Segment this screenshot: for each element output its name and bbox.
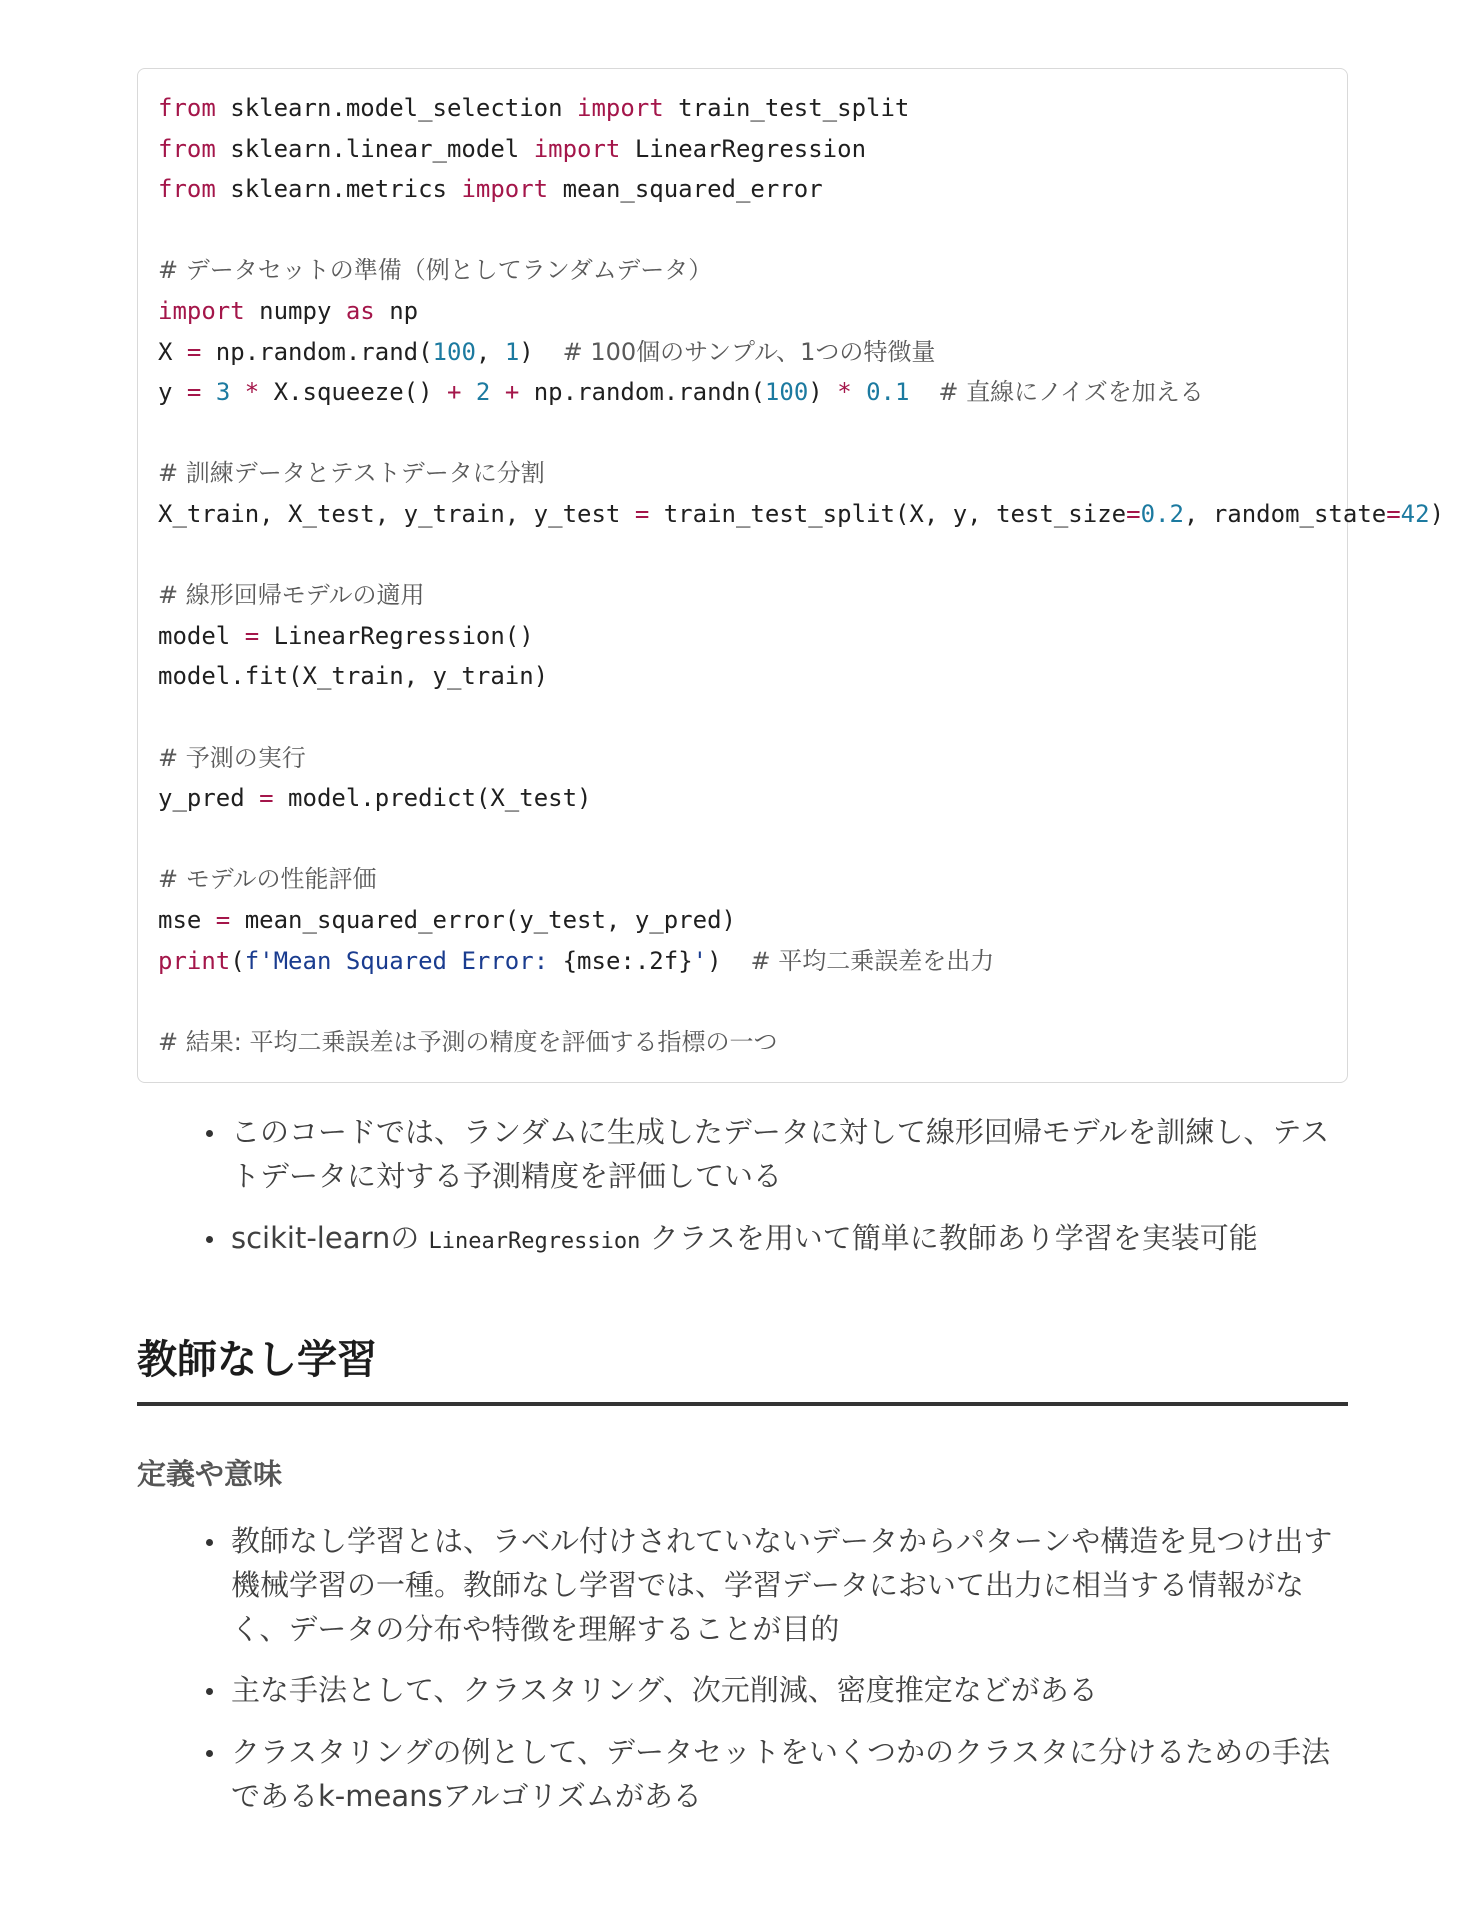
code-line bbox=[158, 616, 534, 656]
code-comment: # 平均二乗誤差を出力 bbox=[750, 946, 995, 975]
code-token: import bbox=[577, 94, 664, 122]
code-line bbox=[158, 88, 909, 128]
code-token: numpy bbox=[244, 297, 346, 325]
code-token: sklearn.model_selection bbox=[215, 94, 578, 122]
code-token: y_pred bbox=[158, 784, 260, 813]
code-token: = bbox=[259, 784, 274, 813]
code-token: 0.1 bbox=[866, 378, 910, 407]
code-token: sklearn.linear_model bbox=[215, 134, 534, 163]
code-token: 1 bbox=[504, 337, 520, 366]
code-token: = bbox=[1386, 500, 1401, 528]
code-token: sklearn.metrics bbox=[215, 175, 462, 204]
code-line bbox=[158, 332, 935, 372]
code-token: import bbox=[158, 297, 245, 325]
code-line bbox=[158, 859, 377, 899]
code-token: LinearRegression bbox=[620, 134, 867, 163]
code-token: = bbox=[215, 906, 231, 934]
code-token bbox=[909, 378, 938, 406]
code-line bbox=[158, 494, 1444, 534]
code-token: LinearRegression() bbox=[259, 621, 534, 650]
code-token bbox=[852, 378, 866, 406]
code-comment: # データセットの準備（例としてランダムデータ） bbox=[158, 256, 713, 285]
list-item bbox=[231, 1110, 1351, 1198]
code-token: ' bbox=[692, 946, 708, 975]
code-comment: # 直線にノイズを加える bbox=[938, 378, 1204, 407]
code-token: f'Mean Squared Error: bbox=[244, 946, 563, 975]
code-token: np.random.rand( bbox=[201, 337, 433, 366]
code-token: = bbox=[186, 378, 202, 407]
code-token: model.predict(X_test) bbox=[273, 784, 592, 813]
list-item-text: クラスタリングの例として、データセットをいくつかのクラスタに分けるための手法であるk-meansアルゴリズムがある bbox=[231, 1735, 1331, 1813]
code-line bbox=[158, 291, 418, 331]
list-item-text: クラスを用いて簡単に教師あり学習を実装可能 bbox=[640, 1221, 1258, 1255]
code-token: 3 bbox=[215, 378, 231, 407]
code-comment: # 訓練データとテストデータに分割 bbox=[158, 459, 545, 488]
code-line bbox=[158, 941, 994, 981]
code-token: import bbox=[533, 134, 621, 163]
code-token: 0.2 bbox=[1140, 500, 1184, 528]
code-line bbox=[158, 1022, 777, 1062]
code-token: = bbox=[244, 621, 260, 650]
code-token bbox=[461, 378, 475, 406]
code-token bbox=[490, 378, 504, 406]
code-token: np.random.randn( bbox=[519, 378, 765, 407]
code-token: model.fit(X_train, y_train) bbox=[158, 662, 549, 691]
code-token: , bbox=[475, 337, 505, 366]
inline-code: LinearRegression bbox=[428, 1229, 641, 1254]
code-token: train_test_split bbox=[663, 94, 910, 122]
code-token: from bbox=[158, 94, 216, 122]
code-token: * bbox=[244, 378, 260, 407]
code-line bbox=[158, 575, 425, 615]
code-token bbox=[230, 378, 244, 406]
code-token: + bbox=[447, 378, 462, 407]
code-token: = bbox=[186, 337, 202, 366]
code-token: model bbox=[158, 621, 245, 650]
code-token: ) bbox=[707, 946, 751, 975]
code-token: * bbox=[837, 378, 852, 407]
code-line bbox=[158, 738, 306, 778]
code-comment: # 予測の実行 bbox=[158, 743, 306, 772]
code-line bbox=[158, 656, 548, 696]
subsection-heading: 定義や意味 bbox=[137, 1457, 283, 1491]
list-item-text: 教師なし学習とは、ラベル付けされていないデータからパターンや構造を見つけ出す機械学習の一種。教師なし学習では、学習データにおいて出力に相当する情報がなく、データの分布や特徴を理解することが目的 bbox=[231, 1524, 1333, 1646]
code-token: as bbox=[345, 297, 375, 325]
code-line bbox=[158, 169, 823, 209]
list-item-text: このコードでは、ランダムに生成したデータに対して線形回帰モデルを訓練し、テストデータに対する予測精度を評価している bbox=[231, 1115, 1330, 1193]
code-token: {mse:.2f} bbox=[562, 946, 693, 975]
code-token: 100 bbox=[764, 378, 809, 407]
code-token: mean_squared_error bbox=[548, 175, 823, 204]
heading-divider bbox=[137, 1402, 1348, 1406]
code-token: ( bbox=[230, 946, 245, 975]
code-token: from bbox=[158, 134, 216, 163]
code-comment: # 線形回帰モデルの適用 bbox=[158, 581, 425, 610]
code-line bbox=[158, 778, 592, 818]
list-item-text: scikit-learnの bbox=[231, 1221, 429, 1255]
code-token bbox=[201, 378, 215, 406]
code-line bbox=[158, 900, 736, 940]
code-token: X.squeeze() bbox=[259, 378, 448, 407]
code-comment: # モデルの性能評価 bbox=[158, 865, 377, 894]
code-token: ) bbox=[1429, 500, 1445, 528]
code-token: np bbox=[374, 297, 419, 325]
bullet-dot bbox=[206, 1688, 213, 1695]
list-item bbox=[231, 1730, 1351, 1818]
list-item bbox=[231, 1519, 1351, 1651]
code-token: 42 bbox=[1400, 500, 1430, 528]
section-heading: 教師なし学習 bbox=[137, 1337, 377, 1383]
code-token: ) bbox=[808, 378, 838, 407]
code-token: print bbox=[158, 946, 231, 975]
bullet-dot bbox=[206, 1236, 213, 1243]
code-token: = bbox=[634, 500, 650, 528]
code-token: from bbox=[158, 175, 216, 204]
code-token: 100 bbox=[432, 337, 476, 366]
code-block bbox=[137, 68, 1445, 1083]
bullet-dot bbox=[206, 1130, 213, 1137]
bullet-dot bbox=[206, 1539, 213, 1546]
code-line bbox=[158, 372, 1204, 412]
code-token: y bbox=[158, 378, 187, 407]
code-line bbox=[158, 250, 712, 290]
code-comment: # 100個のサンプル、1つの特徴量 bbox=[562, 337, 936, 366]
code-token: train_test_split(X, y, test_size bbox=[649, 500, 1127, 528]
list-item bbox=[231, 1668, 1351, 1712]
code-token: import bbox=[461, 175, 549, 204]
code-token: mean_squared_error(y_test, y_pred) bbox=[230, 906, 736, 934]
code-token: = bbox=[1126, 500, 1141, 528]
code-token: ) bbox=[519, 337, 563, 366]
code-token: 2 bbox=[475, 378, 491, 407]
code-line bbox=[158, 453, 545, 493]
code-token: , random_state bbox=[1183, 500, 1387, 528]
code-token: mse bbox=[158, 906, 216, 934]
code-token: X_train, X_test, y_train, y_test bbox=[158, 500, 635, 528]
code-comment: # 結果: 平均二乗誤差は予測の精度を評価する指標の一つ bbox=[158, 1027, 778, 1056]
code-token: X bbox=[158, 337, 187, 366]
code-token: + bbox=[504, 378, 520, 407]
list-item bbox=[231, 1216, 1351, 1264]
bullet-dot bbox=[206, 1750, 213, 1757]
list-item-text: 主な手法として、クラスタリング、次元削減、密度推定などがある bbox=[231, 1673, 1098, 1707]
code-line bbox=[158, 129, 866, 169]
